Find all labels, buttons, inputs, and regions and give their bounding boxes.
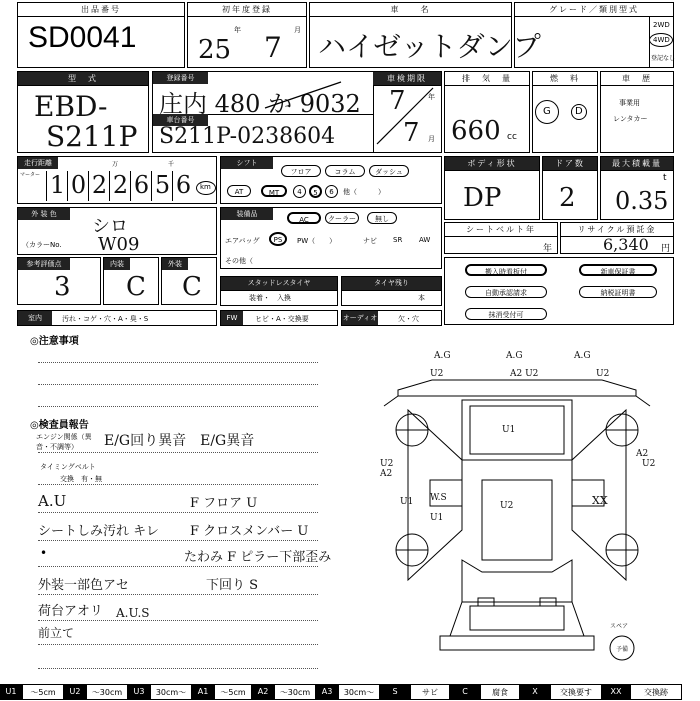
dlbl-9: U2 bbox=[642, 459, 656, 469]
report-line-6: 外装一部色アセ bbox=[38, 578, 129, 593]
legend-value: 交換跡 bbox=[630, 684, 682, 700]
score-label: 参考評価点 bbox=[18, 258, 70, 270]
fuel-label: 燃 料 bbox=[533, 72, 597, 86]
fw-label: FW bbox=[221, 311, 243, 325]
shift-label: シフト bbox=[221, 157, 273, 169]
seatbelt-box bbox=[444, 222, 558, 254]
report-line-7: 下回り S bbox=[206, 578, 259, 593]
opt-4wd: 4WD bbox=[653, 36, 670, 44]
legend-key: S bbox=[380, 684, 410, 700]
mileage-box bbox=[17, 156, 217, 204]
first-reg-month: 7 bbox=[264, 31, 282, 64]
model-line2: S211P bbox=[46, 120, 138, 153]
report-line-9: A.U.S bbox=[116, 606, 150, 620]
equip-navi: ナビ bbox=[363, 237, 377, 245]
mileage-label: 走行距離 bbox=[18, 157, 58, 169]
interior-score: C bbox=[126, 272, 146, 302]
usage-opt2: レンタカー bbox=[613, 115, 648, 123]
legend-key: A3 bbox=[316, 684, 338, 700]
report-line-1: A.U bbox=[38, 492, 67, 510]
color: シロ bbox=[92, 216, 128, 237]
interior-score-box bbox=[103, 257, 159, 305]
car-name: ハイゼットダンプ bbox=[318, 30, 541, 63]
dlbl-17: 予備 bbox=[616, 646, 629, 653]
doc-auto-approval: 自動承認請求 bbox=[465, 286, 547, 298]
legend-value: 腐食 bbox=[480, 684, 520, 700]
legend-key: U1 bbox=[0, 684, 22, 700]
usage-opt1: 事業用 bbox=[619, 99, 640, 107]
registration-box bbox=[152, 71, 442, 153]
exterior-score-box bbox=[161, 257, 217, 305]
shift-dash: ダッシュ bbox=[369, 165, 409, 177]
notes-title: ◎注意事項 bbox=[30, 336, 79, 347]
audio-row bbox=[341, 310, 442, 326]
report-line-3: シートしみ汚れ キレ bbox=[38, 524, 160, 539]
legend-value: ～5cm bbox=[214, 684, 252, 700]
equip-aw: AW bbox=[419, 236, 431, 244]
engine-note: E/G回り異音 E/G異音 bbox=[104, 433, 255, 449]
seatbelt-label: シートベルト年 bbox=[445, 223, 557, 237]
damage-legend bbox=[0, 684, 700, 700]
legend-key: XX bbox=[602, 684, 630, 700]
recycle-amount: 6,340 bbox=[603, 235, 649, 254]
tires-label: タイヤ残り bbox=[342, 277, 441, 291]
lot-number-box bbox=[17, 2, 185, 68]
chassis-number: S211P-0238604 bbox=[159, 124, 336, 149]
inspection-year: 7 bbox=[389, 86, 406, 116]
notes-line-3 bbox=[38, 406, 318, 407]
displacement-label: 排 気 量 bbox=[445, 72, 529, 86]
fuel-d: D bbox=[575, 106, 583, 117]
lot-number-label: 出品番号 bbox=[18, 3, 184, 17]
notes-line-1 bbox=[38, 362, 318, 363]
interior-score-label: 内装 bbox=[104, 258, 130, 270]
opt-none: 登記なし bbox=[651, 55, 676, 62]
shift-at: AT bbox=[227, 185, 251, 197]
legend-value: サビ bbox=[410, 684, 450, 700]
dlbl-0: A.G bbox=[434, 351, 451, 361]
mileage-digit: 6 bbox=[130, 171, 152, 201]
fuel-g: G bbox=[543, 106, 551, 117]
grade-box bbox=[514, 2, 674, 68]
color-box bbox=[17, 207, 217, 255]
4wd-circle bbox=[649, 33, 673, 47]
legend-value: ～30cm bbox=[86, 684, 128, 700]
legend-key: U3 bbox=[128, 684, 150, 700]
vehicle-diagram bbox=[370, 340, 670, 680]
dlbl-6: U1 bbox=[502, 425, 516, 435]
legend-value: 交換要す bbox=[550, 684, 602, 700]
recycle-unit: 円 bbox=[661, 244, 671, 254]
recycle-box bbox=[560, 222, 674, 254]
equip-none: 無し bbox=[367, 212, 397, 224]
model-label: 型 式 bbox=[18, 72, 148, 86]
shift-5: 5 bbox=[309, 185, 322, 198]
report-line-10: 前立て bbox=[38, 626, 75, 640]
car-name-label: 車 名 bbox=[310, 3, 511, 17]
timing-label: タイミングベルト bbox=[40, 463, 96, 471]
equip-cooler: クーラー bbox=[325, 212, 359, 224]
legend-key: X bbox=[520, 684, 550, 700]
mileage-digit: 5 bbox=[151, 171, 173, 201]
month-suffix: 月 bbox=[294, 26, 301, 34]
legend-value: ～30cm bbox=[274, 684, 316, 700]
dlbl-1: A.G bbox=[506, 351, 523, 361]
load-label: 最大積載量 bbox=[601, 157, 673, 171]
seatbelt-year-suffix: 年 bbox=[543, 244, 553, 254]
notes-line-2 bbox=[38, 384, 318, 385]
fuel-box bbox=[532, 71, 598, 153]
mileage-digit: 0 bbox=[67, 171, 89, 201]
engine-label: エンジン関係（異音・不調等） bbox=[36, 433, 92, 451]
doc-warranty: 新車保証書 bbox=[579, 264, 657, 276]
equipment-box bbox=[220, 207, 442, 269]
shift-4: 4 bbox=[293, 185, 306, 198]
recycle-label: リサイクル預託金 bbox=[561, 223, 673, 237]
displacement: 660 bbox=[451, 116, 501, 146]
fw-items: ヒビ・A・交換要 bbox=[255, 315, 309, 323]
doc-board: 搬入時看板付 bbox=[465, 264, 547, 276]
legend-value: 30cm～ bbox=[338, 684, 380, 700]
opt-2wd: 2WD bbox=[653, 21, 670, 29]
studless-label: スタッドレスタイヤ bbox=[221, 277, 337, 291]
inspection-month-suffix: 月 bbox=[428, 135, 435, 143]
dlbl-4: A2 U2 bbox=[510, 369, 539, 379]
legend-value: ～5cm bbox=[22, 684, 64, 700]
strike-mark bbox=[263, 80, 343, 110]
reg-number: 庄内 480 か 9032 bbox=[159, 90, 361, 118]
unit-man: 万 bbox=[112, 161, 119, 168]
doors-label: ドア数 bbox=[543, 157, 597, 171]
bed-outline bbox=[462, 400, 572, 460]
inspection-month: 7 bbox=[403, 118, 420, 148]
car-name-box bbox=[309, 2, 541, 68]
legend-key: A2 bbox=[252, 684, 274, 700]
cab-front bbox=[462, 560, 572, 602]
displacement-box bbox=[444, 71, 530, 153]
documents-box bbox=[444, 257, 674, 325]
mileage-digit: 1 bbox=[46, 171, 68, 201]
lot-number: SD0041 bbox=[28, 21, 137, 54]
equip-ac: AC bbox=[287, 212, 321, 224]
dlbl-12: U1 bbox=[430, 513, 444, 523]
body-type: DP bbox=[463, 183, 502, 213]
doc-cancel: 抹消受付可 bbox=[465, 308, 547, 320]
color-code-label: （カラーNo. bbox=[22, 241, 62, 249]
equip-other: その他（ bbox=[225, 257, 253, 265]
model-line1: EBD- bbox=[34, 90, 108, 123]
inspection-strike bbox=[375, 86, 435, 146]
equip-ps: PS bbox=[269, 232, 287, 246]
dlbl-11: U1 bbox=[400, 497, 414, 507]
shift-box bbox=[220, 156, 442, 204]
equipment-label: 装備品 bbox=[221, 208, 273, 220]
usage-box bbox=[600, 71, 674, 153]
shift-other: 他（ ） bbox=[343, 188, 385, 196]
color-code: W09 bbox=[98, 234, 140, 255]
legend-value: 30cm～ bbox=[150, 684, 192, 700]
legend-key: A1 bbox=[192, 684, 214, 700]
studless-sub: 装着・ 入換 bbox=[249, 294, 291, 302]
dlbl-14: U2 bbox=[500, 501, 514, 511]
shift-mt: MT bbox=[261, 185, 287, 197]
report-line-8: 荷台アオリ bbox=[38, 604, 103, 619]
audio-items: 欠・穴 bbox=[398, 315, 419, 323]
tires-unit: 本 bbox=[418, 294, 425, 302]
fw-row bbox=[220, 310, 338, 326]
front-bumper bbox=[440, 636, 594, 650]
load-unit: t bbox=[663, 173, 667, 183]
unit-sen: 千 bbox=[168, 161, 175, 168]
year-suffix: 年 bbox=[234, 26, 241, 34]
cab-roof bbox=[482, 480, 552, 560]
km-unit: km bbox=[200, 183, 211, 191]
tires-box bbox=[341, 276, 442, 306]
doc-tax: 納税証明書 bbox=[579, 286, 657, 298]
meter-label: マーター bbox=[20, 172, 41, 178]
dlbl-7: U2 bbox=[380, 459, 394, 469]
dlbl-15: XX bbox=[592, 494, 608, 507]
bed-rear-outline bbox=[398, 380, 636, 396]
studless-box bbox=[220, 276, 338, 306]
doors-box bbox=[542, 156, 598, 220]
audio-label: オーディオ bbox=[342, 311, 378, 325]
dlbl-8: A2 bbox=[380, 469, 393, 479]
inspection-label: 車検期限 bbox=[373, 72, 441, 86]
shift-6: 6 bbox=[325, 185, 338, 198]
grade-label: グレード／類別型式 bbox=[515, 3, 673, 17]
color-label: 外 装 色 bbox=[18, 208, 70, 220]
legend-key: U2 bbox=[64, 684, 86, 700]
score-box bbox=[17, 257, 101, 305]
first-registration-label: 初年度登録 bbox=[188, 3, 306, 17]
report-line-2: F フロア U bbox=[190, 496, 258, 511]
model-box bbox=[17, 71, 149, 153]
dlbl-16: スペア bbox=[610, 623, 629, 630]
usage-label: 車 歴 bbox=[601, 72, 673, 86]
interior-row-label: 室内 bbox=[18, 311, 52, 325]
shift-floor: フロア bbox=[281, 165, 321, 177]
exterior-score-label: 外装 bbox=[162, 258, 188, 270]
dlbl-13: W.S bbox=[430, 493, 447, 503]
score: 3 bbox=[54, 272, 71, 302]
dlbl-10: A2 bbox=[636, 449, 649, 459]
equip-pw: PW（ ） bbox=[297, 237, 337, 245]
report-line-4: F クロスメンバー U bbox=[190, 524, 309, 539]
interior-row-items: 汚れ・コゲ・穴・A・臭・S bbox=[62, 315, 149, 323]
dlbl-2: A.G bbox=[574, 351, 591, 361]
interior-row bbox=[17, 310, 217, 326]
dlbl-3: U2 bbox=[430, 369, 444, 379]
equip-airbag: エアバッグ bbox=[225, 237, 260, 245]
body-box bbox=[444, 156, 540, 220]
shift-column: コラム bbox=[325, 165, 365, 177]
equip-sr: SR bbox=[393, 236, 403, 244]
mileage-digit: 6 bbox=[172, 171, 194, 201]
exterior-score: C bbox=[182, 272, 202, 302]
report-title: ◎検査員報告 bbox=[30, 420, 89, 431]
bullet: • bbox=[40, 546, 48, 560]
reg-no-label: 登録番号 bbox=[153, 72, 208, 84]
legend-key: C bbox=[450, 684, 480, 700]
load-box bbox=[600, 156, 674, 220]
first-reg-year: 25 bbox=[198, 35, 232, 65]
first-registration-box bbox=[187, 2, 307, 68]
mileage-digit: 2 bbox=[109, 171, 131, 201]
dlbl-5: U2 bbox=[596, 369, 610, 379]
load: 0.35 bbox=[615, 187, 669, 215]
chassis-label: 車台番号 bbox=[153, 114, 208, 126]
report-line-5: たわみ F ピラー下部歪み bbox=[184, 550, 332, 565]
doors: 2 bbox=[559, 183, 576, 213]
displacement-unit: cc bbox=[507, 132, 517, 142]
timing-sub: 交換 有・無 bbox=[60, 475, 102, 483]
mileage-digit: 2 bbox=[88, 171, 110, 201]
inspection-year-suffix: 年 bbox=[428, 93, 435, 101]
body-label: ボディ形状 bbox=[445, 157, 539, 171]
